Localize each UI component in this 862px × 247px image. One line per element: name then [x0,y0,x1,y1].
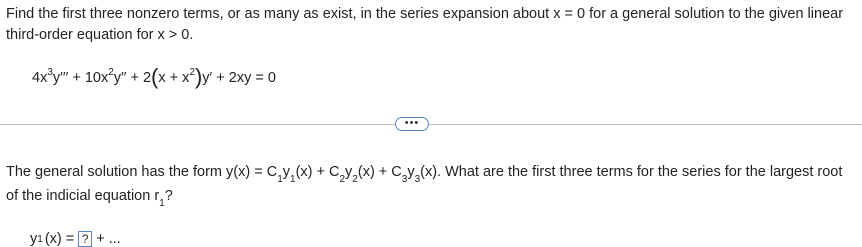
answer-lhs-sub: 1 [37,233,43,245]
answer-lhs-y: y [30,231,38,247]
q-part7: (x). What are the first three terms for the series for the largest root of the indicial equation r [6,164,843,204]
eq-paren-close: ) [194,64,203,89]
q-part1: The general solution has the form y(x) = C [6,164,278,180]
eq-term3: y′′ + 2 [113,70,152,86]
q-part4: y [345,164,353,180]
eq-term2: y′′′ + 10x [52,70,109,86]
eq-paren-open: ( [151,64,159,89]
q-sub5: 3 [401,173,408,185]
eq-exp1: 3 [47,67,53,79]
q-sub2: 1 [290,173,296,185]
expand-more-button[interactable]: ••• [395,117,429,131]
q-sub1: 1 [277,173,283,185]
q-sub3: 2 [339,173,346,185]
section-divider [0,124,862,125]
differential-equation [32,62,276,88]
q-part3: (x) + C [295,164,340,180]
eq-inner: x + x [158,70,190,86]
answer-tail: + ... [96,231,121,247]
question-text [6,160,856,208]
q-sub4: 2 [352,173,358,185]
eq-term1: 4x [32,70,48,86]
q-part6: y [407,164,415,180]
q-part5: (x) + C [357,164,402,180]
eq-exp3: 2 [189,67,195,79]
q-sub6: 3 [414,173,421,185]
eq-term4: y′ + 2xy = 0 [202,70,276,86]
problem-statement: Find the first three nonzero terms, or as many as exist, in the series expansion about x = 0 for a general solution to the given linear third-order equation for x > 0. [6,6,844,43]
answer-input-box[interactable]: ? [78,231,92,247]
q-part2: y [282,164,291,180]
eq-exp2: 2 [108,67,114,79]
answer-lhs-rest: (x) = [44,231,75,247]
q-part8: ? [164,188,173,204]
q-sub7: 1 [159,197,165,209]
